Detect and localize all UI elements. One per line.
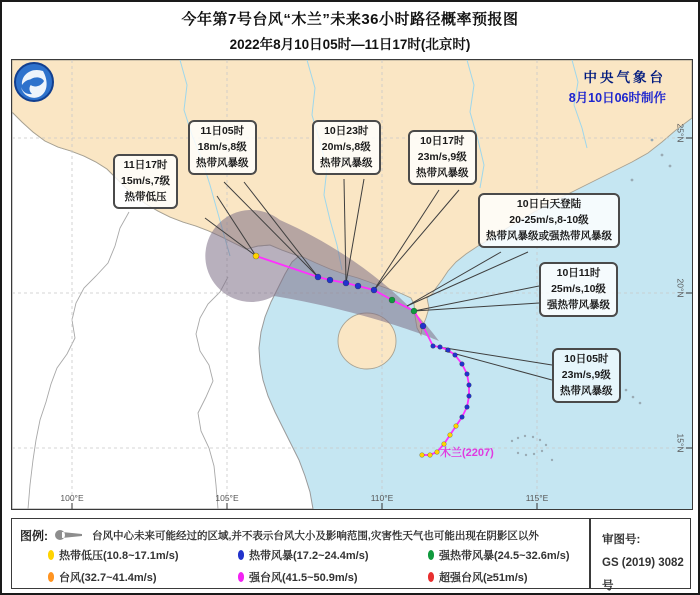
track-point xyxy=(460,415,465,420)
callout-11d05h xyxy=(188,120,257,175)
storm-marker-icon xyxy=(238,550,244,560)
track-point xyxy=(315,274,321,280)
legend xyxy=(11,518,691,592)
legend-item-ty xyxy=(48,569,157,585)
track-point xyxy=(411,308,417,314)
issue-time: 8月10日06时制作 xyxy=(568,91,666,105)
legend-item-sty xyxy=(238,569,358,585)
callout-wind: 25m/s,10级 xyxy=(551,282,606,295)
track-point xyxy=(467,383,472,388)
track-point xyxy=(253,253,259,259)
legend-item-sts xyxy=(428,547,570,563)
legend-divider xyxy=(589,519,591,588)
callout-time: 10日23时 xyxy=(324,125,369,137)
legend-item-label: 台风(32.7~41.4m/s) xyxy=(59,572,157,584)
callout-time: 10日白天登陆 xyxy=(516,198,582,210)
map-approval-number xyxy=(602,529,690,595)
title-line2: 2022年8月10日05时—11日17时(北京时) xyxy=(229,37,471,52)
callout-category: 热带风暴级 xyxy=(196,156,249,169)
callout-landfall xyxy=(478,193,620,248)
approval-label: 审图号: xyxy=(602,534,641,546)
storm-marker-icon xyxy=(48,572,54,582)
legend-item-label: 超强台风(≥51m/s) xyxy=(439,572,528,584)
legend-item-super xyxy=(428,569,528,585)
y-tick-label: 15°N xyxy=(675,433,686,453)
track-point xyxy=(448,433,453,438)
callout-10d17h xyxy=(408,130,477,185)
legend-note: 台风中心未来可能经过的区域,并不表示台风大小及影响范围,灾害性天气也可能出现在阴影区以外 xyxy=(92,530,539,542)
x-tick-label: 105°E xyxy=(215,493,239,503)
callout-wind: 15m/s,7级 xyxy=(121,174,171,187)
callout-10d05h xyxy=(552,348,621,403)
track-point xyxy=(420,323,426,329)
callout-wind: 18m/s,8级 xyxy=(197,140,247,153)
callout-category: 热带风暴级 xyxy=(320,156,373,169)
track-point xyxy=(435,450,440,455)
callout-time: 11日05时 xyxy=(200,125,245,137)
track-point xyxy=(446,348,451,353)
track-point xyxy=(431,344,436,349)
legend-item-label: 强台风(41.5~50.9m/s) xyxy=(249,572,358,584)
track-point xyxy=(389,297,395,303)
storm-marker-icon xyxy=(428,550,434,560)
track-point xyxy=(453,353,458,358)
storm-name-label: 木兰(2207) xyxy=(440,447,494,459)
legend-item-td xyxy=(48,547,179,563)
callout-wind: 23m/s,9级 xyxy=(561,368,611,381)
track-point xyxy=(465,372,470,377)
callout-10d23h xyxy=(312,120,381,175)
storm-marker-icon xyxy=(428,572,434,582)
track-point xyxy=(438,345,443,350)
agency-name: 中央气象台 xyxy=(583,70,666,85)
legend-item-label: 热带低压(10.8~17.1m/s) xyxy=(59,550,179,562)
track-point xyxy=(327,277,333,283)
track-point xyxy=(465,405,470,410)
legend-item-ts xyxy=(238,547,369,563)
page-title xyxy=(2,8,698,53)
callout-category: 强热带风暴级 xyxy=(547,298,610,311)
track-point xyxy=(428,453,433,458)
callout-category: 热带风暴级 xyxy=(416,166,469,179)
storm-marker-icon xyxy=(238,572,244,582)
callout-category: 热带低压 xyxy=(124,190,167,203)
x-tick-label: 100°E xyxy=(60,493,84,503)
callout-category: 热带风暴级 xyxy=(560,384,613,397)
callout-time: 10日05时 xyxy=(564,353,609,365)
storm-marker-icon xyxy=(48,550,54,560)
callout-time: 11日17时 xyxy=(123,159,168,171)
agency-credit xyxy=(569,66,666,106)
legend-heading: 图例: xyxy=(20,529,48,543)
y-tick-label: 20°N xyxy=(675,278,686,298)
callout-time: 10日17时 xyxy=(420,135,465,147)
callout-wind: 20m/s,8级 xyxy=(321,140,371,153)
callout-time: 10日11时 xyxy=(556,267,601,279)
callout-wind: 23m/s,9级 xyxy=(417,150,467,163)
track-point xyxy=(355,283,361,289)
track-point xyxy=(343,280,349,286)
track-point xyxy=(371,287,377,293)
track-point xyxy=(467,394,472,399)
track-point xyxy=(420,453,425,458)
track-point xyxy=(460,362,465,367)
callout-10d11h xyxy=(539,262,618,317)
y-tick-label: 25°N xyxy=(675,123,686,143)
legend-item-label: 强热带风暴(24.5~32.6m/s) xyxy=(439,550,570,562)
callout-category: 热带风暴级或强热带风暴级 xyxy=(486,229,612,242)
callout-11d17h xyxy=(113,154,178,209)
approval-value: GS (2019) 3082号 xyxy=(602,557,684,592)
x-tick-label: 115°E xyxy=(525,493,549,503)
x-tick-label: 110°E xyxy=(370,493,394,503)
title-line1: 今年第7号台风“木兰”未来36小时路径概率预报图 xyxy=(181,11,519,28)
legend-item-label: 热带风暴(17.2~24.4m/s) xyxy=(249,550,369,562)
callout-wind: 20-25m/s,8-10级 xyxy=(509,213,589,226)
cma-logo-icon xyxy=(12,60,56,104)
track-point xyxy=(454,424,459,429)
cone-icon xyxy=(54,529,84,541)
typhoon-track-map xyxy=(11,59,693,510)
